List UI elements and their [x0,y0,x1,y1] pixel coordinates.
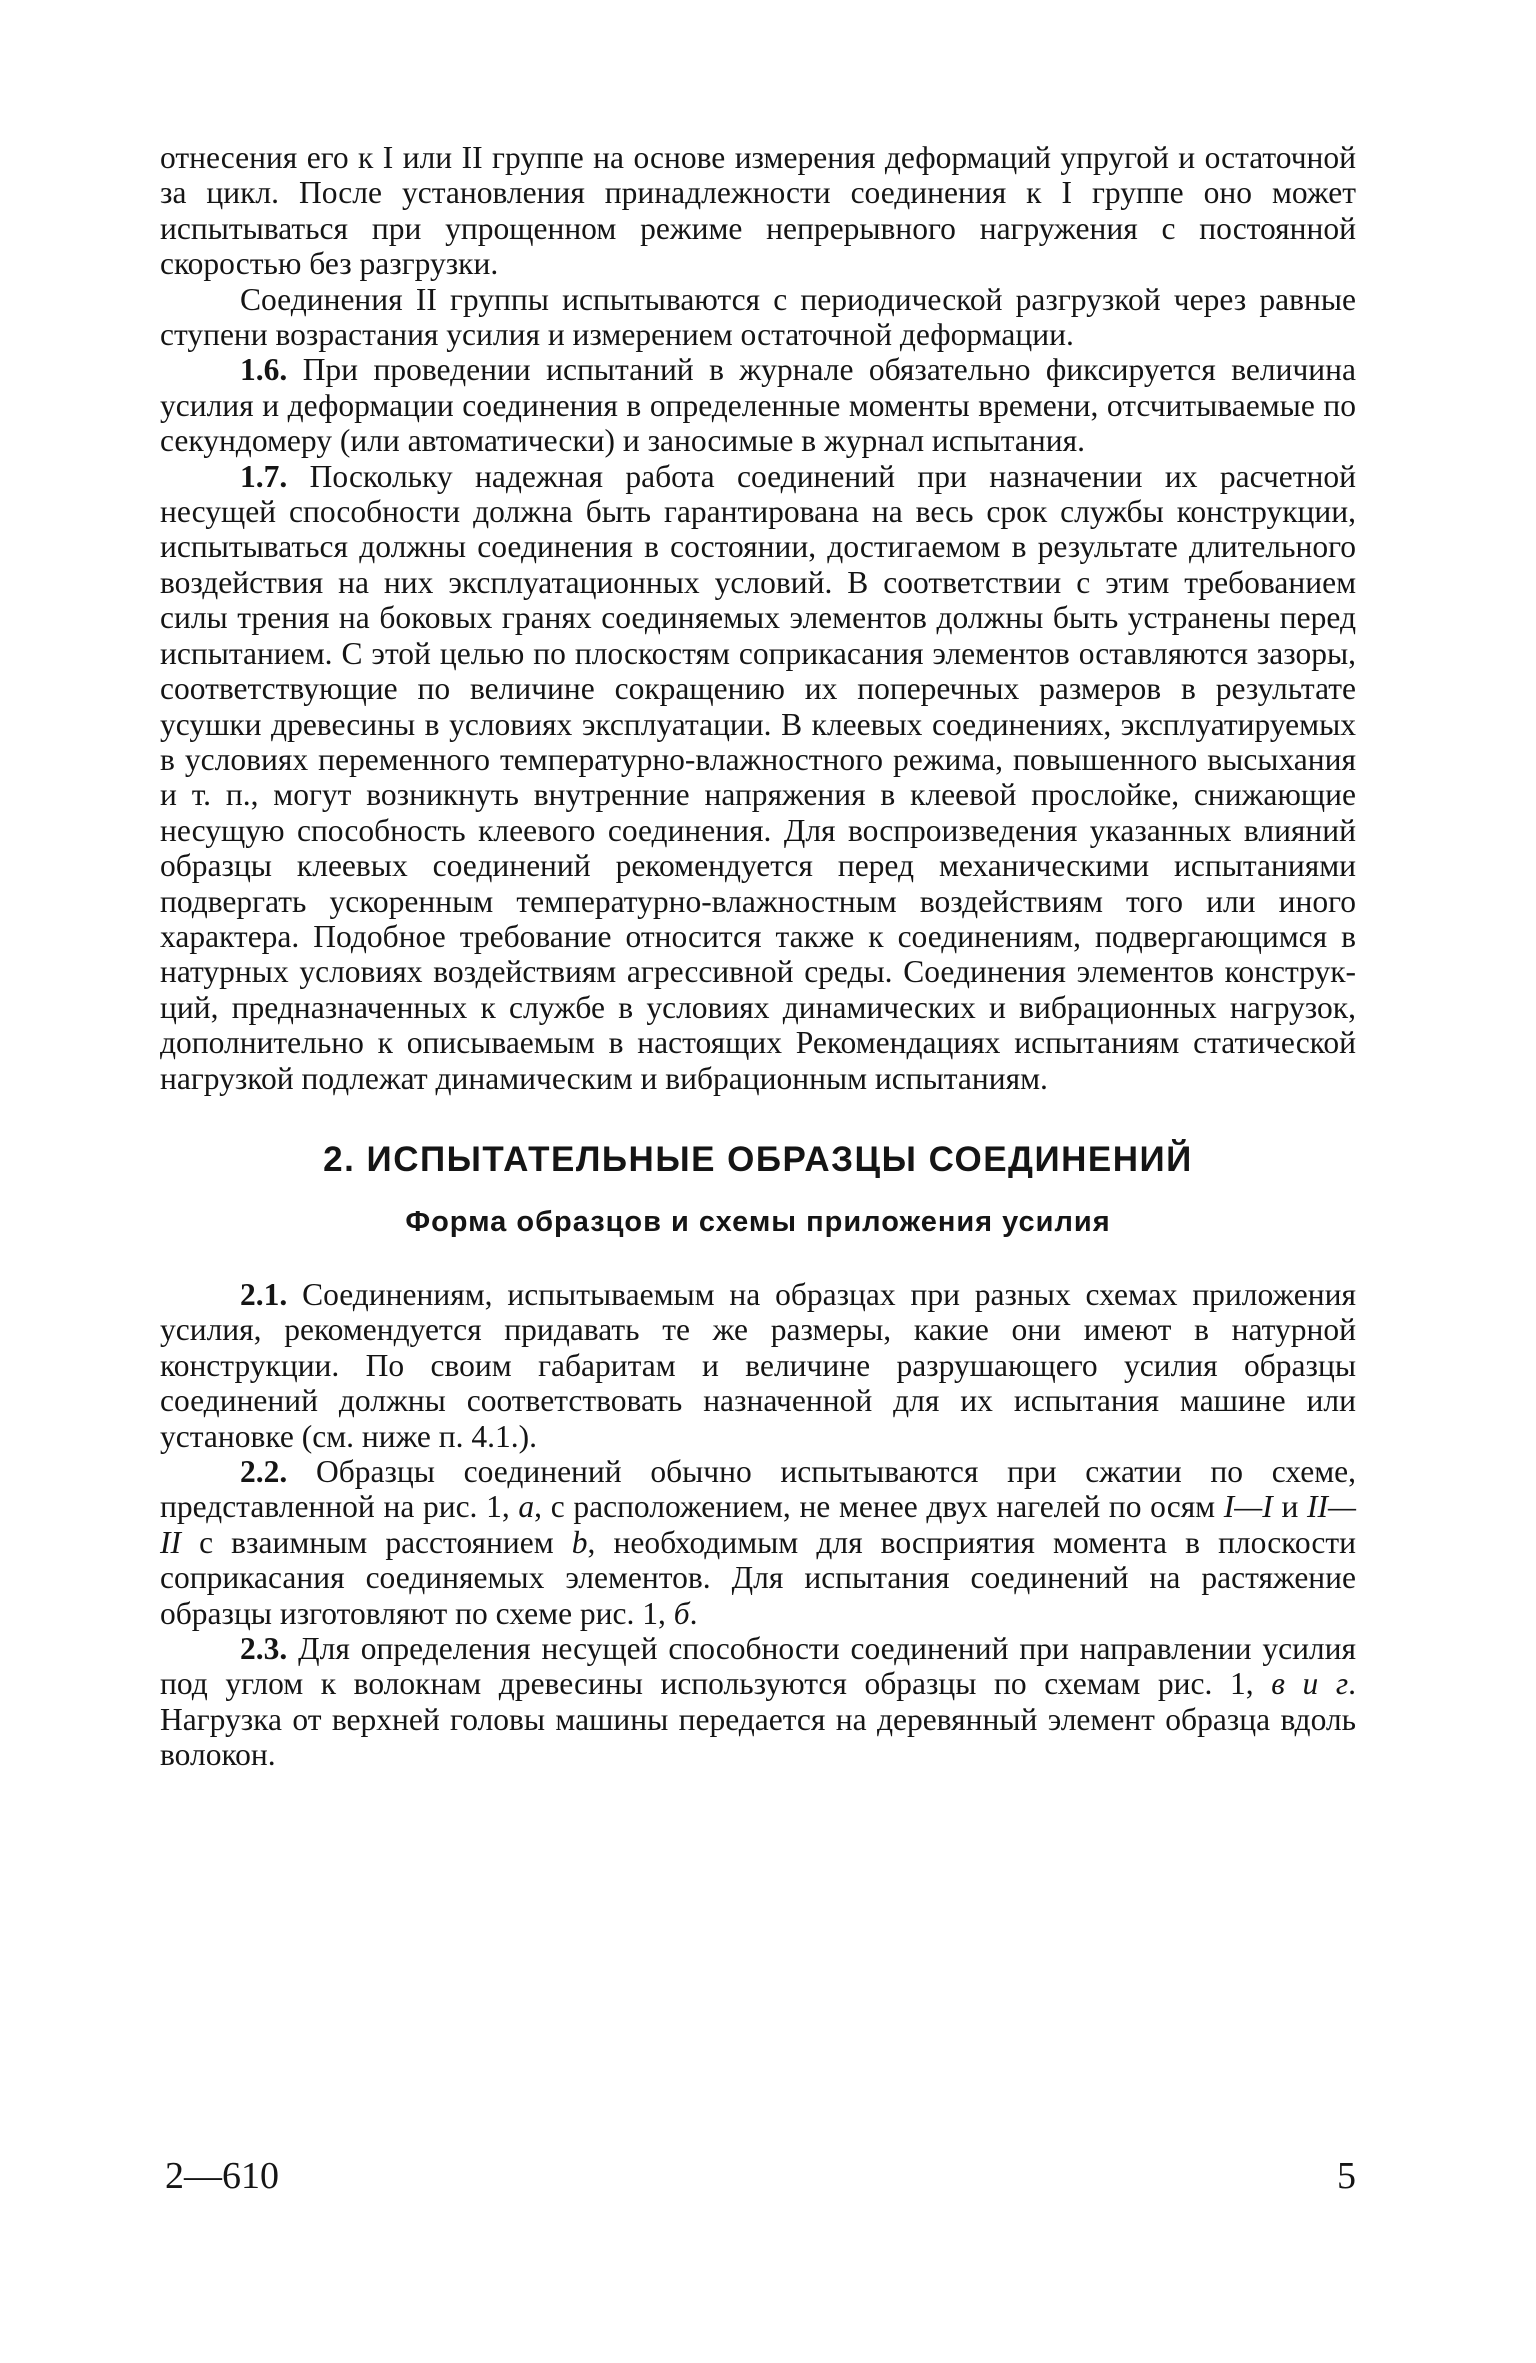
text-run: . Нагрузка от верхней головы машины передается на деревянный элемент образца вдоль волокон. [160,1666,1357,1773]
printer-signature: 2—610 [165,2155,279,2197]
figure-ref-v: в [1271,1666,1285,1702]
axis-i-label: I—I [1223,1489,1273,1525]
paragraph-1-7 [160,459,1356,1096]
text-run: и [1302,1666,1319,1702]
paragraph-text: Соединениям, испытываемым на образцах при разных схемах приложения усилия, рекомендуется придавать те же размеры, какие они имеют в натурной конструкции. По своим габаритам и величине разрушающего усилия образцы соединений должны соответствовать назначенной для их испытания машине или установке (см. ниже п. 4.1.). [160,1276,1356,1454]
figure-ref-g: г [1335,1666,1349,1702]
paragraph-2-2 [160,1454,1356,1631]
clause-number: 1.6. [240,352,288,388]
clause-number: 2.3. [240,1631,288,1667]
text-run: , с расположением, не менее двух нагелей по осям [534,1489,1216,1525]
paragraph-2-1 [160,1277,1356,1454]
text-run: Образцы соединений обычно испытываются при сжатии по схеме, представленной на рис. 1, [160,1454,1357,1525]
section-title: 2. ИСПЫТАТЕЛЬНЫЕ ОБРАЗЦЫ СОЕДИНЕНИЙ [323,1139,1193,1179]
page-footer [165,2154,1356,2198]
paragraph-text: Поскольку надежная работа соединений при назначении их расчетной несущей способности должна быть гарантирована на весь срок службы конструкции, испытываться должны соединения в состоянии, достигаемом в результате длительного воздействия на них эксплуатационных условий. В соответствии с этим требованием силы трения на боковых гранях соединяемых элементов должны быть устранены перед испытанием. С этой целью по плоскостям соприкасания элементов оставляются зазоры, соответствующие по величине сокращению их поперечных размеров в результате усушки древесины в условиях эксплуатации. В клеевых соединениях, эксплуатируемых в условиях переменного температурно-влажностного режима, повышенного высыхания и т. п., могут возникнуть внутренние напряжения в клеевой прослойке, снижающие несущую способность клеевого соединения. Для воспроизведения указанных влияний образцы клеевых соединений рекомендуется перед механическими испытаниями подвергать ускоренным температурно-влажностным воздействиям того или иного характера. Подобное требование относится также к соединениям, подвергающимся в натурных условиях воздействиям агрессивной среды. Соединения элементов конструкций, предназначенных к службе в условиях динамических и вибрационных нагрузок, дополнительно к описываемым в настоящих Рекомендациях испытаниям статической нагрузкой подлежат динамическим и вибрационным испытаниям. [160,458,1357,1096]
paragraph-1-6 [160,352,1356,458]
paragraph-2-3 [160,1631,1356,1773]
figure-ref-a: а [518,1489,535,1525]
text-run: . [689,1595,698,1631]
paragraph-text: При проведении испытаний в журнале обязательно фиксируется величина усилия и деформации соединения в определенные моменты времени, отсчитываемые по секундомеру (или автоматически) и заносимые в журнал испытания. [160,352,1356,459]
clause-number: 2.2. [240,1454,288,1489]
text-run: , необходимым для восприятия момента в плоскости соприкасания соединяемых элементов. Для испытания соединений на растяжение образцы изготовляют по схеме рис. 1, [160,1524,1357,1631]
subsection-title: Форма образцов и схемы приложения усилия [405,1205,1111,1238]
text-run: с взаимным расстоянием [199,1524,554,1560]
clause-number: 2.1. [240,1276,288,1312]
distance-b-label: b [571,1524,588,1560]
figure-ref-b: б [673,1595,690,1631]
page-body [160,140,1356,1773]
axis-ii-label: II—II [160,1489,1356,1560]
paragraph-group-criteria: отнесения его к I или II группе на основе измерения деформаций упругой и остаточной за цикл. После установления принадлежности соединения к I группе оно может испытываться при упрощенном режиме непрерывного нагружения с постоянной скоростью без разгрузки. [160,140,1356,282]
paragraph-group-ii: Соединения II группы испытываются с периодической разгрузкой через равные ступени возрастания усилия и измерением остаточной деформации. [160,281,1356,353]
page-number: 5 [1337,2155,1356,2197]
text-run: Для определения несущей способности соединений при направлении усилия под углом к волокнам древесины используются образцы по схемам рис. 1, [160,1631,1357,1702]
clause-number: 1.7. [240,458,288,494]
text-run: и [1281,1489,1299,1525]
